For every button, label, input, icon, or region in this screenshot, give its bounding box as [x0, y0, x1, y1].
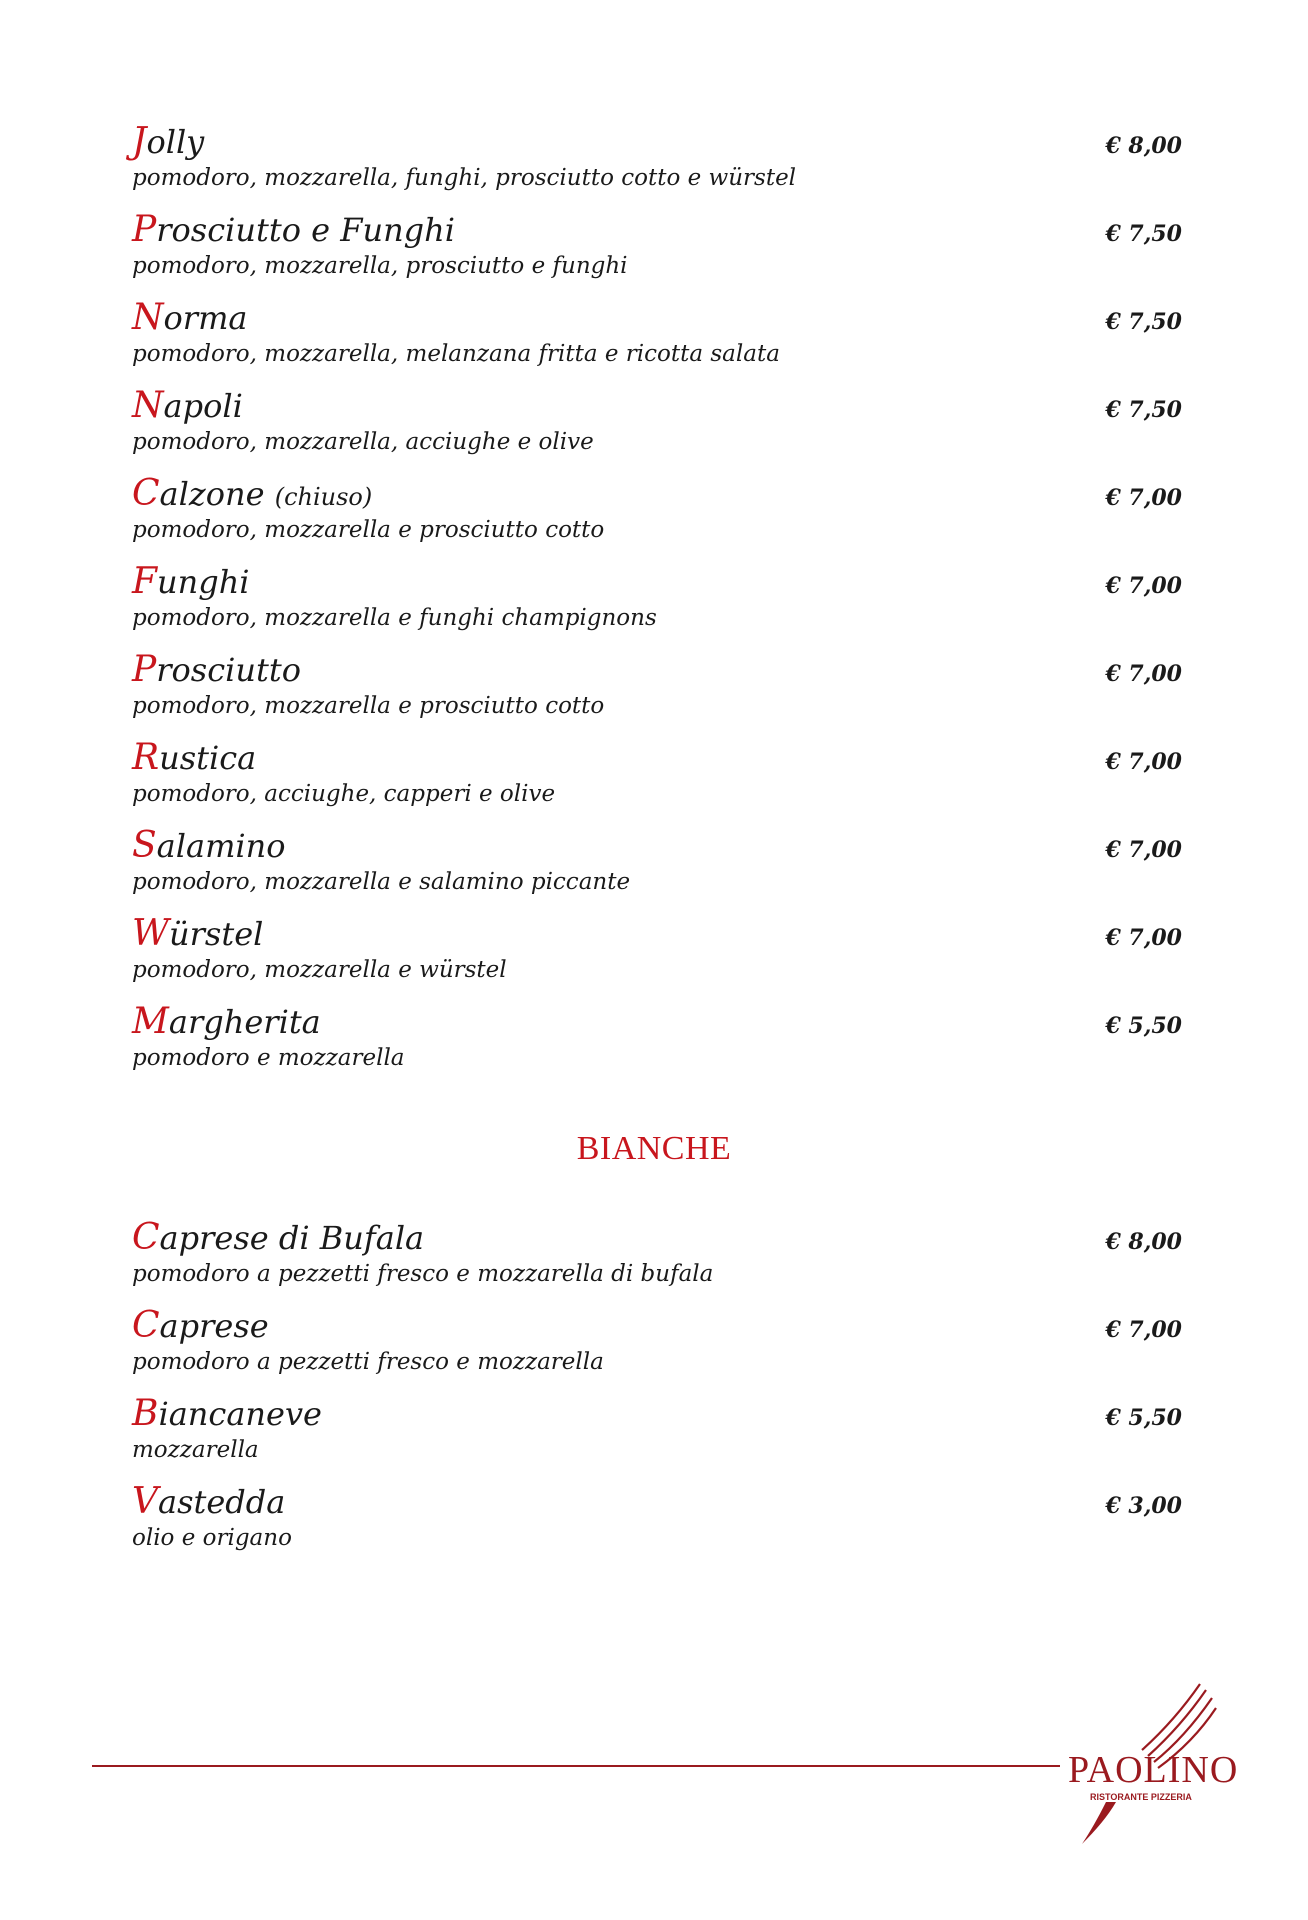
item-name — [132, 386, 243, 426]
item-description: pomodoro, acciughe, capperi e olive — [132, 781, 556, 807]
item-name — [132, 1306, 269, 1346]
item-initial: C — [132, 1217, 160, 1258]
item-price: € 5,50 — [1105, 1013, 1182, 1039]
menu-item — [132, 1306, 1182, 1394]
menu-item — [132, 1394, 1182, 1482]
item-initial: S — [132, 825, 157, 866]
item-price: € 7,50 — [1105, 221, 1182, 247]
item-initial: M — [132, 1001, 169, 1042]
item-price: € 3,00 — [1105, 1493, 1182, 1519]
item-name-rest: rosciutto — [156, 651, 301, 689]
item-initial: N — [132, 385, 164, 426]
item-description: olio e origano — [132, 1525, 292, 1551]
item-name-rest: orma — [163, 299, 248, 337]
item-description: pomodoro, mozzarella, acciughe e olive — [132, 429, 594, 455]
item-name — [132, 738, 256, 778]
footer-divider — [92, 1765, 1060, 1767]
menu-item — [132, 1218, 1182, 1306]
item-description: pomodoro, mozzarella e prosciutto cotto — [132, 693, 605, 719]
item-initial: B — [132, 1393, 159, 1434]
item-description: pomodoro a pezzetti fresco e mozzarella di bufala — [132, 1261, 714, 1287]
item-price: € 5,50 — [1105, 1405, 1182, 1431]
menu-item — [132, 210, 1182, 298]
item-initial: F — [132, 561, 157, 602]
item-price: € 7,50 — [1105, 397, 1182, 423]
item-name-rest: ustica — [159, 739, 257, 777]
item-price: € 7,00 — [1105, 837, 1182, 863]
item-name-rest: ürstel — [169, 915, 264, 953]
paolino-logo — [1050, 1680, 1239, 1850]
item-initial: V — [132, 1481, 158, 1522]
item-initial: N — [132, 297, 164, 338]
item-initial: R — [132, 737, 160, 778]
item-description: pomodoro, mozzarella e salamino piccante — [132, 869, 631, 895]
pizze-bianche-list — [132, 1218, 1182, 1570]
item-description: pomodoro, mozzarella, funghi, prosciutto cotto e würstel — [132, 165, 797, 191]
item-name — [132, 474, 372, 517]
item-price: € 7,00 — [1105, 1317, 1182, 1343]
item-name — [132, 1002, 321, 1042]
menu-item — [132, 738, 1182, 826]
item-price: € 7,00 — [1105, 573, 1182, 599]
menu-item — [132, 914, 1182, 1002]
item-description: pomodoro, mozzarella, prosciutto e funghi — [132, 253, 628, 279]
logo-name: PAOLINO — [1068, 1749, 1239, 1791]
item-description: pomodoro a pezzetti fresco e mozzarella — [132, 1349, 604, 1375]
item-initial: J — [132, 121, 147, 162]
menu-item — [132, 298, 1182, 386]
item-name-rest: aprese — [159, 1307, 269, 1345]
item-name — [132, 826, 286, 866]
item-price: € 7,50 — [1105, 309, 1182, 335]
item-description: pomodoro, mozzarella e würstel — [132, 957, 507, 983]
item-price: € 7,00 — [1105, 661, 1182, 687]
item-price: € 8,00 — [1105, 133, 1182, 159]
logo-tagline: RISTORANTE PIZZERIA — [1090, 1792, 1192, 1802]
item-name-rest: aprese di Bufala — [159, 1219, 425, 1257]
item-initial: W — [132, 913, 170, 954]
item-name — [132, 1482, 285, 1522]
item-name-rest: unghi — [156, 563, 250, 601]
item-initial: C — [132, 1305, 160, 1346]
pizze-rosse-list — [132, 122, 1182, 1090]
item-price: € 7,00 — [1105, 485, 1182, 511]
menu-item — [132, 562, 1182, 650]
item-name-rest: astedda — [158, 1483, 286, 1521]
menu-item — [132, 386, 1182, 474]
item-name — [132, 1394, 322, 1434]
item-initial: P — [132, 649, 157, 690]
menu-item — [132, 1482, 1182, 1570]
menu-item — [132, 474, 1182, 562]
item-description: pomodoro, mozzarella e prosciutto cotto — [132, 517, 605, 543]
item-name — [132, 562, 250, 602]
item-name-rest: apoli — [163, 387, 243, 425]
item-description: pomodoro, mozzarella, melanzana fritta e ricotta salata — [132, 341, 780, 367]
item-name-rest: olly — [146, 123, 205, 161]
item-name — [132, 1218, 424, 1258]
item-initial: P — [132, 209, 157, 250]
item-name-rest: rosciutto e Funghi — [156, 211, 455, 249]
item-description: mozzarella — [132, 1437, 259, 1463]
menu-item — [132, 826, 1182, 914]
item-description: pomodoro e mozzarella — [132, 1045, 405, 1071]
item-name — [132, 122, 204, 162]
item-description: pomodoro, mozzarella e funghi champignons — [132, 605, 657, 631]
item-name-rest: alamino — [156, 827, 286, 865]
menu-item — [132, 1002, 1182, 1090]
menu-item — [132, 122, 1182, 210]
section-title-bianche: BIANCHE — [576, 1130, 732, 1167]
item-name — [132, 210, 455, 250]
item-price: € 7,00 — [1105, 749, 1182, 775]
item-price: € 8,00 — [1105, 1229, 1182, 1255]
item-name — [132, 298, 247, 338]
item-initial: C — [132, 473, 160, 514]
item-name-rest: argherita — [168, 1003, 321, 1041]
item-price: € 7,00 — [1105, 925, 1182, 951]
item-name — [132, 914, 263, 954]
item-name-rest: iancaneve — [158, 1395, 322, 1433]
item-note: (chiuso) — [274, 483, 373, 511]
item-name — [132, 650, 301, 690]
item-name-rest: alzone — [159, 475, 265, 513]
menu-item — [132, 650, 1182, 738]
